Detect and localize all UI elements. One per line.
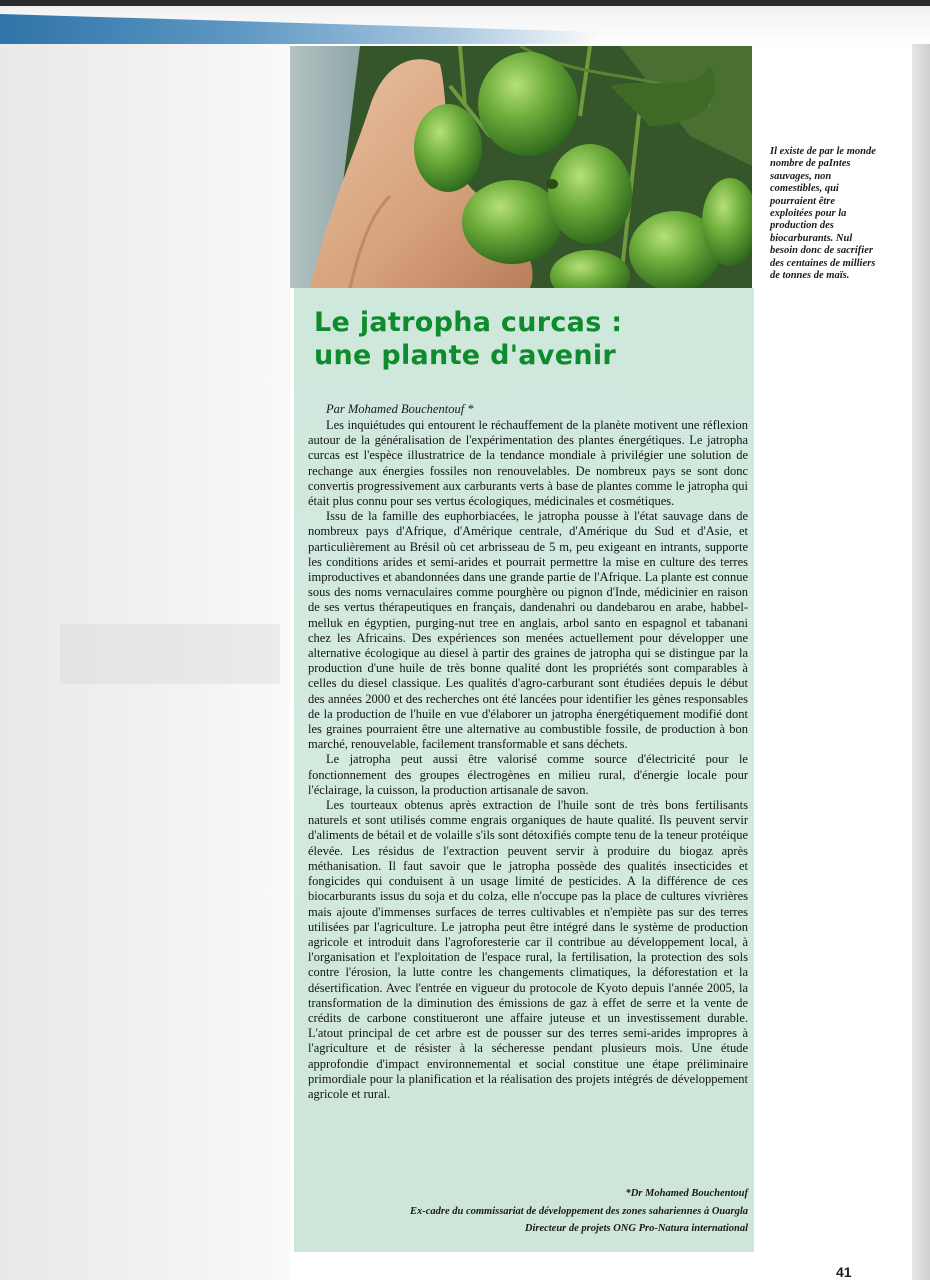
article-body <box>308 418 748 1102</box>
article-panel <box>294 288 754 1252</box>
article-byline: Par Mohamed Bouchentouf * <box>326 402 474 416</box>
show-through-block <box>60 624 280 684</box>
left-page-ghost <box>0 44 290 1280</box>
paragraph: Les inquiétudes qui entourent le réchauffement de la planète motivent une réflexion autour de la généralisation de l'expérimentation des plantes énergétiques. Le jatropha curcas est l'espèce illustratrice de la tendance mondiale à privilégier une solution de rechange aux énergies fossiles non renouvelables. De nombreux pays se sont donc convertis progressivement aux carburants verts à base de plantes comme le jatropha qui était plus connu pour ses vertus écologiques, médicinales et cosmétiques. <box>308 418 748 509</box>
paragraph: Issu de la famille des euphorbiacées, le jatropha pousse à l'état sauvage dans de nombreux pays d'Afrique, d'Amérique centrale, d'Amérique du Sud et d'Asie, et particulièrement au Brésil où cet arbrisseau de 5 m, peu exigeant en intrants, supporte les conditions arides et semi-arides et pourrait permettre la mise en culture des terres improductives et abandonnées dans une grande partie de l'Afrique. La plante est connue sous des noms vernaculaires comme pourghère ou pignon d'Inde, médicinier en raison de ses vertus thérapeutiques en français, dandenahri ou dandebarou en arabe, habbel-melluk en égyptien, purging-nut tree en anglais, arbol santo en espagnol et tabanani chez les Africains. Des expériences son menées actuellement pour développer une alternative écologique au diesel à partir des graines de jatropha qui se distingue par la production d'une huile de très bonne qualité dont les propriétés sont comparables à celles du diesel classique. Les qualités d'agro-carburant sont étudiées depuis le début des années 2000 et des recherches ont été lancées pour identifier les gènes responsables de la production de l'huile en vue d'élaborer un jatropha énergétiquement modifié dont les graines pourraient être une alternative au combustible fossile, de production à bon marché, renouvelable, facilement transformable et sans déchets. <box>308 509 748 752</box>
signature-role-1: Ex-cadre du commissariat de développement des zones sahariennes à Ouargla <box>409 1206 748 1217</box>
article-title <box>314 306 744 372</box>
jatropha-photo <box>290 46 752 288</box>
signature-name: *Dr Mohamed Bouchentouf <box>625 1188 748 1199</box>
jatropha-fruit-illustration <box>290 46 752 288</box>
page-number: 41 <box>836 1264 852 1280</box>
article-title-line2: une plante d'avenir <box>314 340 617 371</box>
signature-role-2: Directeur de projets ONG Pro-Natura international <box>524 1223 748 1234</box>
article-title-line1: Le jatropha curcas : <box>314 307 623 338</box>
paragraph: Les tourteaux obtenus après extraction de l'huile sont de très bons fertilisants naturels et sont utilisés comme engrais organiques de haute qualité. Ils peuvent servir d'aliments de bétail et de volaille s'ils sont détoxifiés compte tenu de la teneur protéique élevée. Les résidus de l'extraction peuvent servir à produire du biogaz après méthanisation. Il faut savoir que le jatropha possède des qualités insecticides et fongicides qui conduisent à un usage limité de pesticides. A la différence de ces biocarburants issus du soja et du colza, elle n'occupe pas la place de cultures vivrières mais ajoute d'immenses surfaces de terres cultivables et n'empiète pas sur des terres utilisées par l'agriculture. Le jatropha peut être intégré dans le système de production agricole et introduit dans l'agroforesterie car il contribue au développement local, à l'organisation et l'exploitation de l'espace rural, la fertilisation, la protection des sols contre l'érosion, la lutte contre les changements climatiques, la déforestation et la désertification. Avec l'entrée en vigueur du protocole de Kyoto depuis l'année 2005, la transformation de la diminution des émissions de gaz à effet de serre et la vente de crédits de carbone constitueront une affaire juteuse et un investissement durable. L'atout principal de cet arbre est de pousser sur des terres semi-arides impropres à l'agriculture et de résister à la sécheresse pendant plusieurs mois. Une étude approfondie d'impact environnemental et social constitue une étape préliminaire primordiale pour la planification et la réalisation des projets intégrés de développement agricole et rural. <box>308 798 748 1101</box>
page-edge-shadow <box>912 44 930 1280</box>
paragraph: Le jatropha peut aussi être valorisé comme source d'électricité pour le fonctionnement des groupes électrogènes en milieu rural, d'énergie locale pour l'éclairage, la cuisson, la production artisanale de savon. <box>308 752 748 797</box>
photo-caption: Il existe de par le monde nombre de paIntes sauvages, non comestibles, qui pourraient être exploitées pour la production des biocarburants. Nul besoin donc de sacrifier des centaines de milliers de tonnes de maïs. <box>770 146 876 282</box>
